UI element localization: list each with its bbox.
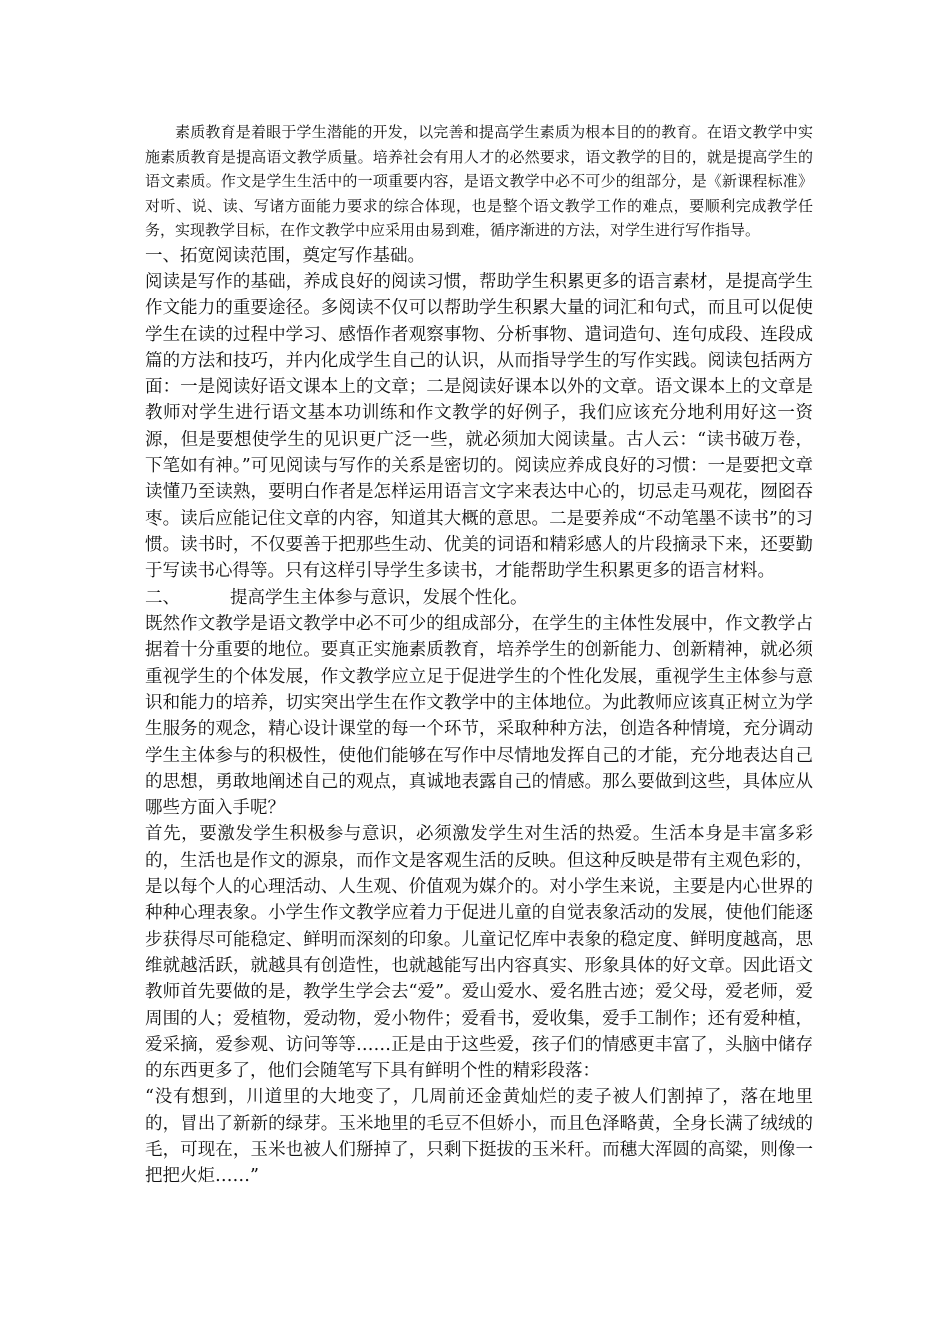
- section-2-title: 提高学生主体参与意识，发展个性化。: [230, 587, 528, 608]
- section-1-heading: 一、拓宽阅读范围，奠定写作基础。: [145, 245, 425, 266]
- section-2-body: 既然作文教学是语文教学中必不可少的组成部分，在学生的主体性发展中，作文教学占据着十分重要的地位。要真正实施素质教育，培养学生的创新能力、创新精神，就必须重视学生的个体发展，作文教学应立足于促进学生的个性化发展，重视学生主体参与意识和能力的培养，切实突出学生在作文教学中的主体地位。为此教师应该真正树立为学生服务的观念，精心设计课堂的每一个环节，采取种种方法，创造各种情境，充分调动学生主体参与的积极性，使他们能够在写作中尽情地发挥自己的才能，充分地表达自己的思想，勇敢地阐述自己的观点，真诚地表露自己的情感。那么要做到这些，具体应从哪些方面入手呢？: [145, 614, 813, 819]
- section-2-first-point: 首先，要激发学生积极参与意识，必须激发学生对生活的热爱。生活本身是丰富多彩的，生活也是作文的源泉，而作文是客观生活的反映。但这种反映是带有主观色彩的，是以每个人的心理活动、人生观、价值观为媒介的。对小学生来说，主要是内心世界的种种心理表象。小学生作文教学应着力于促进儿童的自觉表象活动的发展，使他们能逐步获得尽可能稳定、鲜明而深刻的印象。儿童记忆库中表象的稳定度、鲜明度越高，思维就越活跃，就越具有创造性，也就越能写出内容真实、形象具体的好文章。因此语文教师首先要做的是，教学生学会去“爱”。爱山爱水、爱名胜古迹；爱父母，爱老师，爱周围的人；爱植物，爱动物，爱小物件；爱看书，爱收集，爱手工制作；还有爱种植，爱采摘，爱参观、访问等等……正是由于这些爱，孩子们的情感更丰富了，头脑中储存的东西更多了，他们会随笔写下具有鲜明个性的精彩段落：: [145, 824, 813, 1082]
- section-2-heading: [145, 585, 813, 612]
- student-quote: “没有想到，川道里的大地变了，几周前还金黄灿烂的麦子被人们割掉了，落在地里的，冒出了新新的绿芽。玉米地里的毛豆不但娇小，而且色泽略黄，全身长满了绒绒的毛，可现在，玉米也被人们掰掉了，只剩下挺拔的玉米秆。而穗大浑圆的高粱，则像一把把火炬……”: [145, 1087, 813, 1187]
- section-1-body: 阅读是写作的基础，养成良好的阅读习惯，帮助学生积累更多的语言素材，是提高学生作文能力的重要途径。多阅读不仅可以帮助学生积累大量的词汇和句式，而且可以促使学生在读的过程中学习、感悟作者观察事物、分析事物、遣词造句、连句成段、连段成篇的方法和技巧，并内化成学生自己的认识，从而指导学生的写作实践。阅读包括两方面：一是阅读好语文课本上的文章；二是阅读好课本以外的文章。语文课本上的文章是教师对学生进行语文基本功训练和作文教学的好例子，我们应该充分地利用好这一资源，但是要想使学生的见识更广泛一些，就必须加大阅读量。古人云：“读书破万卷，下笔如有神。”可见阅读与写作的关系是密切的。阅读应养成良好的习惯：一是要把文章读懂乃至读熟，要明白作者是怎样运用语言文字来表达中心的，切忌走马观花，囫囵吞枣。读后应能记住文章的内容，知道其大概的意思。二是要养成“不动笔墨不读书”的习惯。读书时，不仅要善于把那些生动、优美的词语和精彩感人的片段摘录下来，还要勤于写读书心得等。只有这样引导学生多读书，才能帮助学生积累更多的语言材料。: [145, 272, 813, 582]
- section-2-number: 二、: [145, 587, 180, 608]
- intro-paragraph: 素质教育是着眼于学生潜能的开发，以完善和提高学生素质为根本目的的教育。在语文教学中实施素质教育是提高语文教学质量。培养社会有用人才的必然要求，语文教学的目的，就是提高学生的语文素质。作文是学生生活中的一项重要内容，是语文教学中必不可少的组部分，是《新课程标准》对听、说、读、写诸方面能力要求的综合体现，也是整个语文教学工作的难点，要顺利完成教学任务，实现教学目标，在作文教学中应采用由易到难，循序渐进的方法，对学生进行写作指导。: [145, 123, 813, 239]
- document-page: [145, 120, 813, 1190]
